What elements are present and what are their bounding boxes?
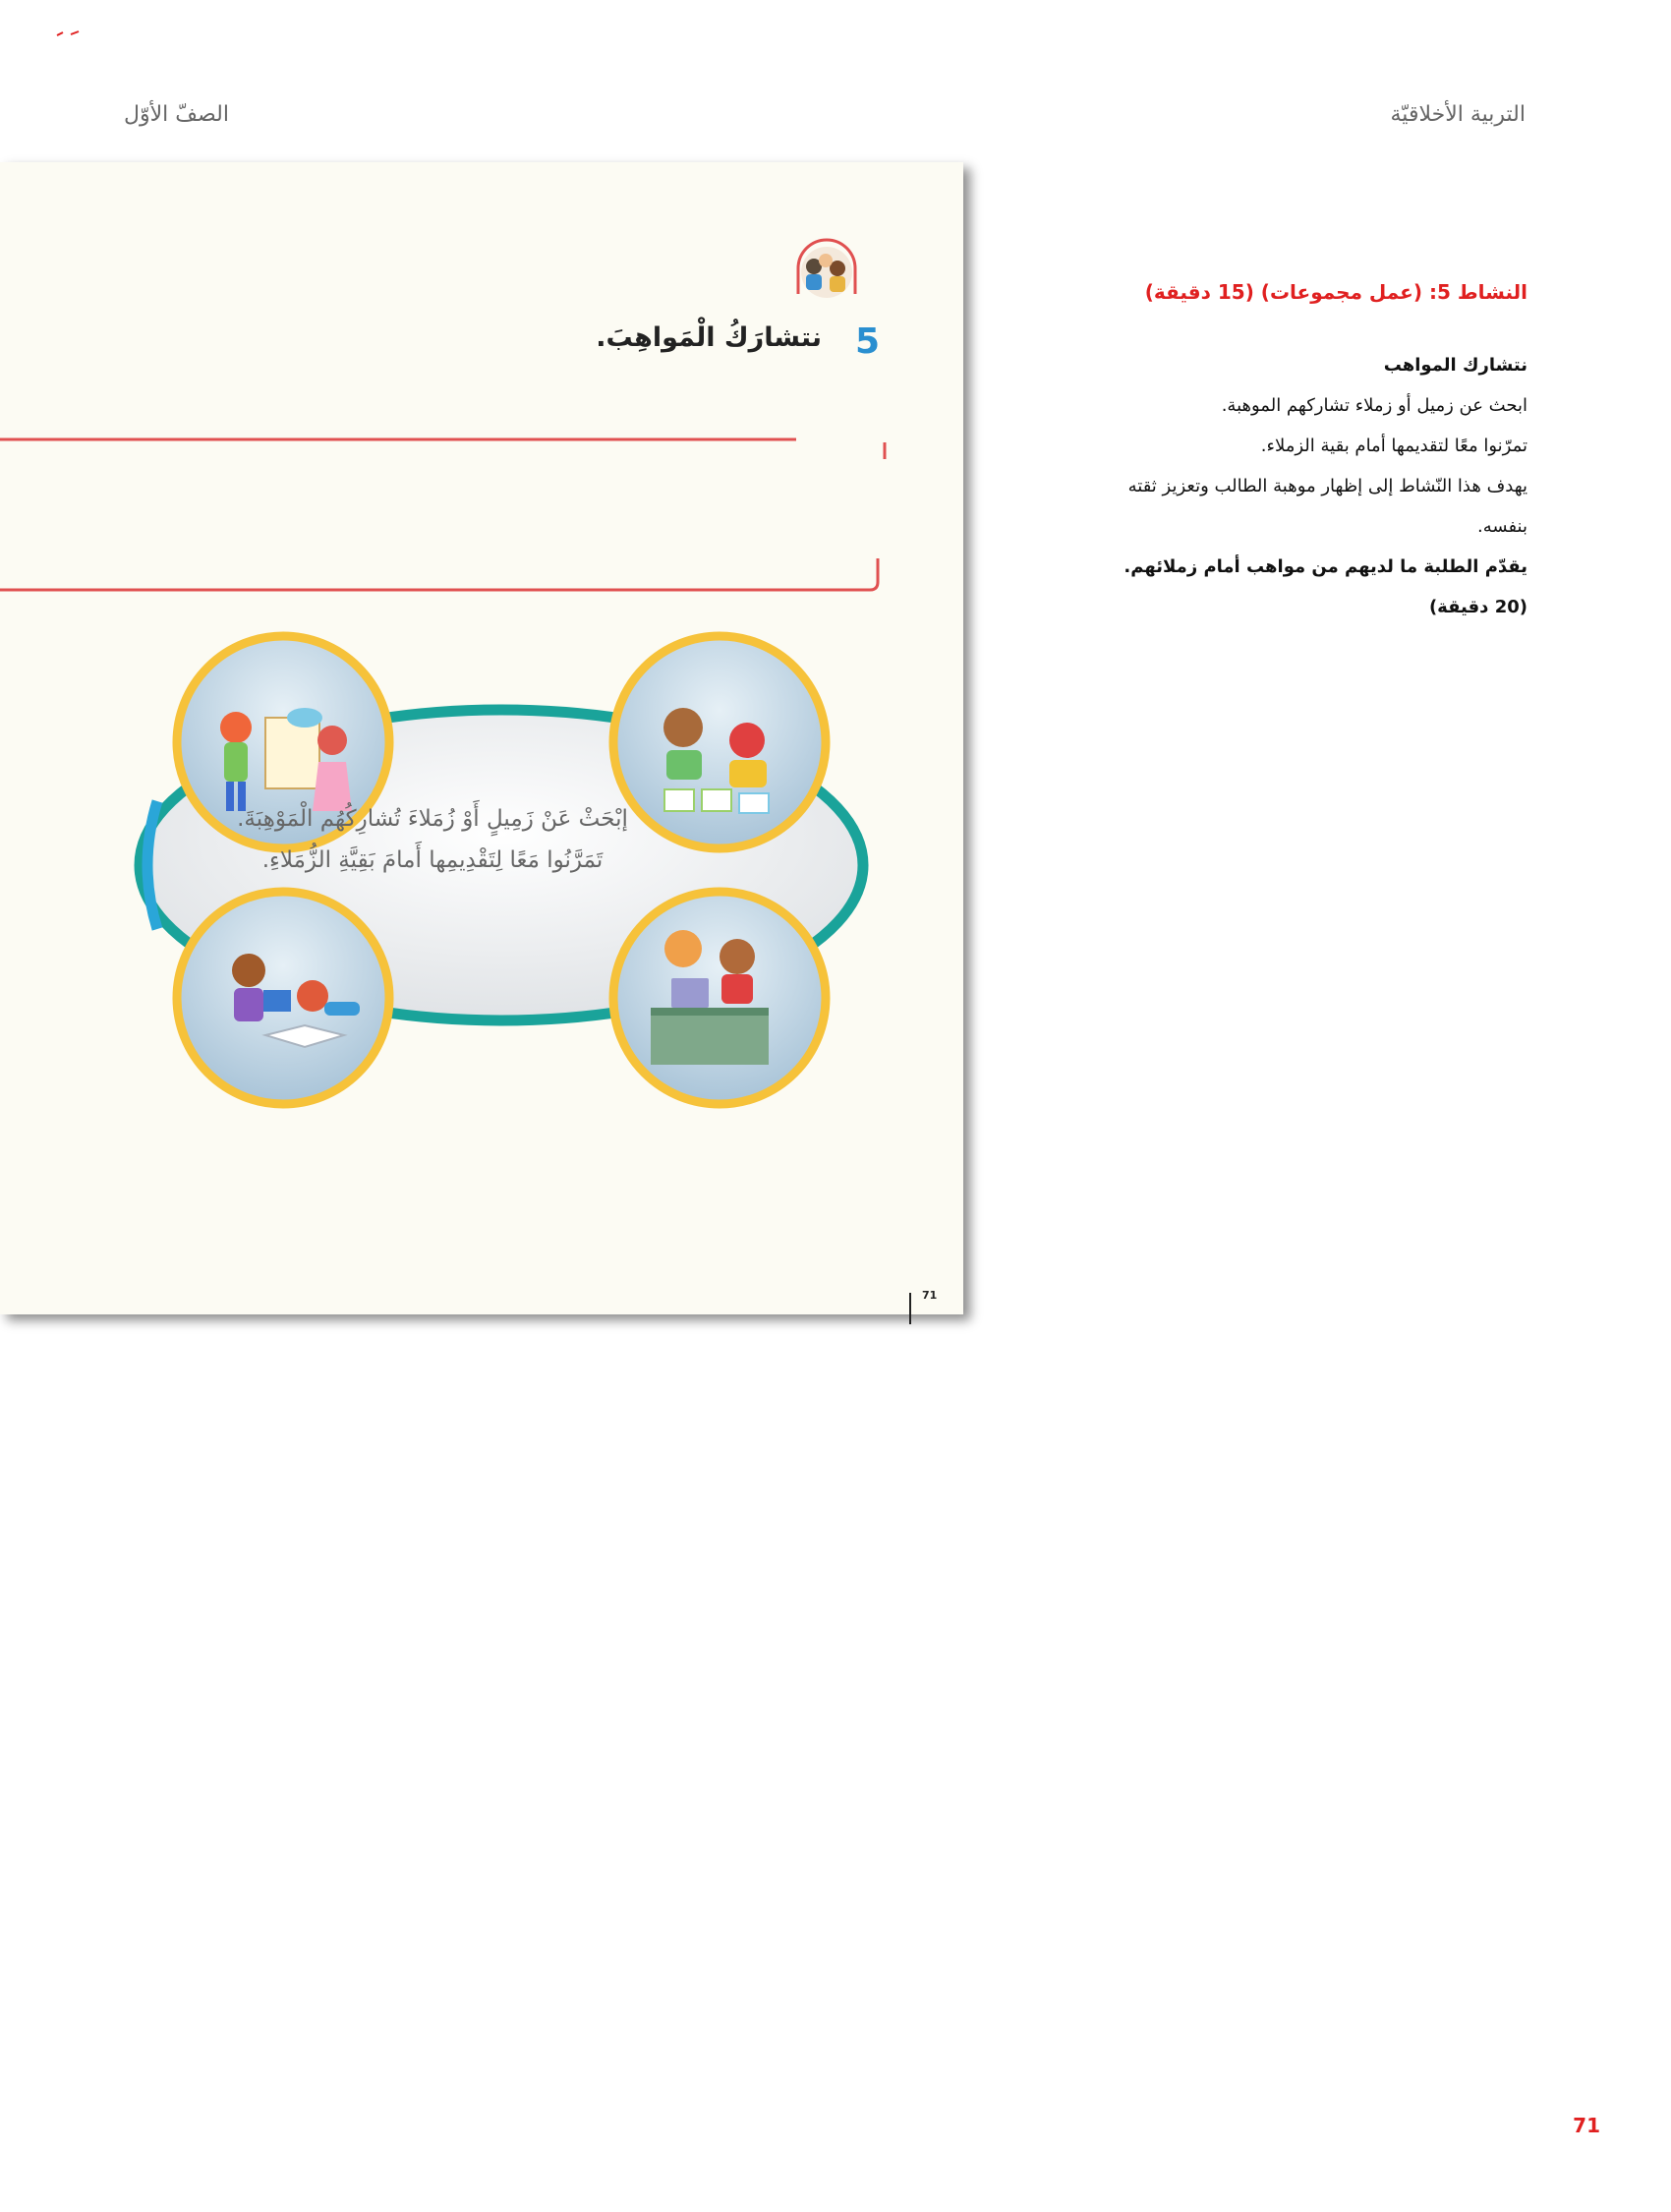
header-subject: التربية الأخلاقيّة	[1390, 102, 1526, 127]
children-computer-icon	[613, 892, 826, 1104]
header-grade: الصفّ الأوّل	[124, 102, 229, 127]
guide-line-3: يهدف هذا النّشاط إلى إظهار موهبة الطالب وتعزيز ثقته	[1127, 476, 1527, 496]
corner-mark	[55, 29, 83, 37]
book-page-number: 71	[922, 1289, 938, 1302]
page-number-separator	[909, 1293, 911, 1324]
guide-line-2: تمرّنوا معًا لتقديمها أمام بقية الزملاء.	[1260, 436, 1527, 456]
children-group-icon	[792, 233, 861, 302]
activity-number: 5	[855, 321, 881, 362]
book-page	[0, 162, 963, 1314]
guide-line-6: (20 دقيقة)	[1428, 597, 1527, 617]
activity-title: نتشارَكُ الْمَواهِبَ.	[596, 322, 822, 353]
ellipse-text-line1: إبْحَثْ عَنْ زَمِيلٍ أَوْ زُمَلاءَ تُشارِكُهُم الْمَوْهِبَةَ.	[237, 806, 628, 832]
guide-line-1: ابحث عن زميل أو زملاء تشاركهم الموهبة.	[1221, 395, 1527, 416]
guide-title: نتشارك المواهب	[1383, 355, 1527, 376]
guide-body	[1016, 345, 1527, 627]
page-number: 71	[1573, 2114, 1600, 2137]
ellipse-text-line2: تَمَرَّنُوا مَعًا لِتَقْدِيمِها أَمامَ بَقِيَّةِ الزُّمَلاءِ.	[261, 847, 604, 873]
guide-line-5: يقدّم الطلبة ما لديهم من مواهب أمام زملائهم.	[1124, 556, 1527, 577]
guide-activity-heading: النشاط 5: (عمل مجموعات) (15 دقيقة)	[1144, 280, 1527, 304]
children-reading-icon	[177, 892, 389, 1104]
guide-line-4: بنفسه.	[1477, 516, 1527, 537]
